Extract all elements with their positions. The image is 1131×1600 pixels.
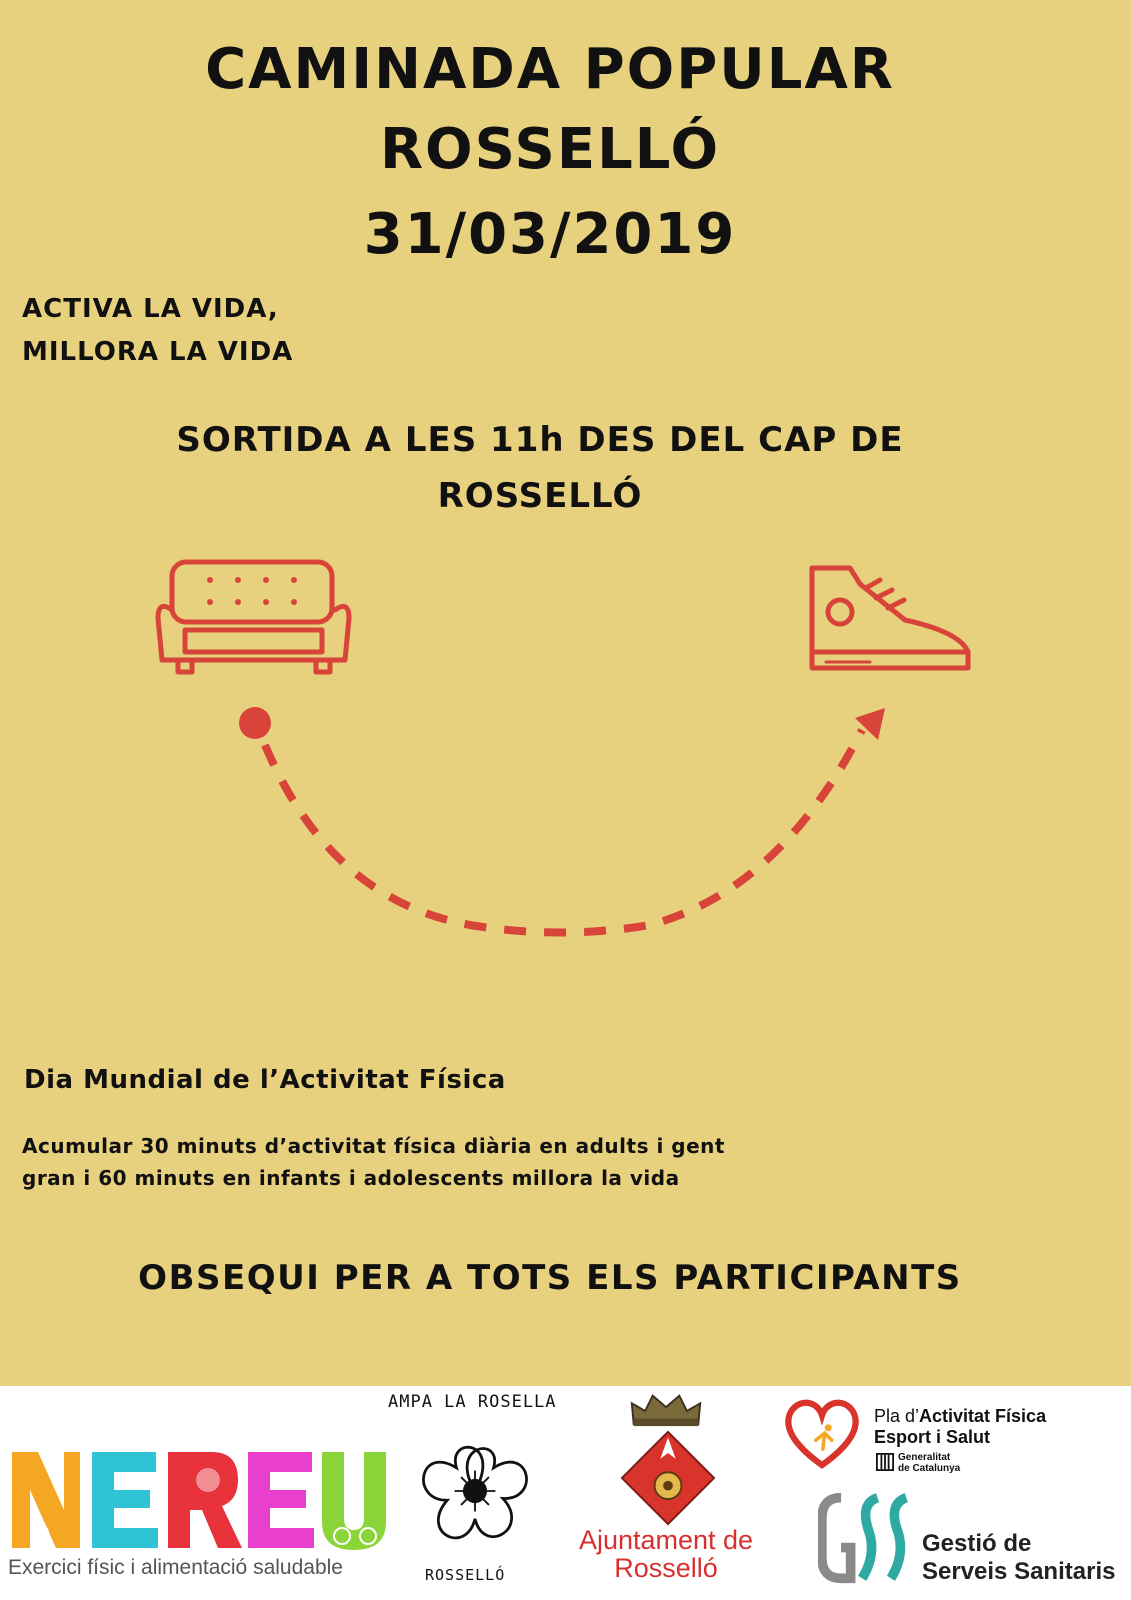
nereu-tagline: Exercici físic i alimentació saludable: [8, 1556, 343, 1579]
gss-line-2: Serveis Sanitaris: [922, 1558, 1116, 1585]
recommendation-line-2: gran i 60 minuts en infants i adolescents millora la vida: [22, 1166, 680, 1190]
pla-activitat-logo: [0, 1386, 1131, 1496]
start-info-line-2: ROSSELLÓ: [437, 476, 643, 516]
arrow-head-icon: [855, 708, 885, 740]
ampa-town: ROSSELLÓ: [425, 1566, 506, 1584]
heart-runner-icon: [782, 1394, 862, 1474]
activity-recommendation: [22, 1130, 822, 1194]
slogan-line-1: ACTIVA LA VIDA,: [22, 294, 279, 324]
sofa-to-sneaker-illustration: [0, 540, 1131, 990]
start-info: [0, 412, 1080, 524]
title-line-1: CAMINADA POPULAR: [205, 37, 895, 102]
pla-prefix: Pla d’: [874, 1406, 920, 1426]
world-day-heading: Dia Mundial de l’Activitat Física: [24, 1065, 506, 1095]
gss-mark-icon: [818, 1490, 914, 1586]
start-info-line-1: SORTIDA A LES 11h DES DEL CAP DE: [176, 420, 904, 460]
title-date: 31/03/2019: [363, 202, 737, 267]
gss-name: [922, 1530, 1115, 1586]
title-line-2: ROSSELLÓ: [379, 117, 721, 182]
pla-bold: Activitat Física: [919, 1406, 1047, 1426]
gss-line-1: Gestió de: [922, 1530, 1032, 1557]
dashed-arc: [265, 730, 862, 933]
pla-line-2: Esport i Salut: [874, 1427, 991, 1447]
generalitat-line-1: Generalitat: [898, 1452, 951, 1463]
slogan-line-2: MILLORA LA VIDA: [22, 337, 294, 367]
recommendation-line-1: Acumular 30 minuts d’activitat física diària en adults i gent: [22, 1134, 725, 1158]
gss-logo: [0, 1486, 1131, 1600]
pla-title: [874, 1406, 1046, 1448]
start-dot: [239, 707, 271, 739]
gift-notice: OBSEQUI PER A TOTS ELS PARTICIPANTS: [138, 1258, 962, 1298]
ampa-name: AMPA LA ROSELLA: [388, 1392, 557, 1412]
ajuntament-line-1: Ajuntament de: [578, 1525, 754, 1555]
generalitat-text: [898, 1452, 960, 1474]
sneaker-icon: [812, 568, 968, 668]
generalitat-line-2: de Catalunya: [898, 1463, 961, 1474]
slogan: [22, 288, 293, 374]
sofa-icon: [158, 562, 349, 672]
ajuntament-line-2: Rosselló: [614, 1553, 718, 1583]
generalitat-icon: [876, 1453, 894, 1471]
sponsor-footer: [0, 1386, 1131, 1600]
